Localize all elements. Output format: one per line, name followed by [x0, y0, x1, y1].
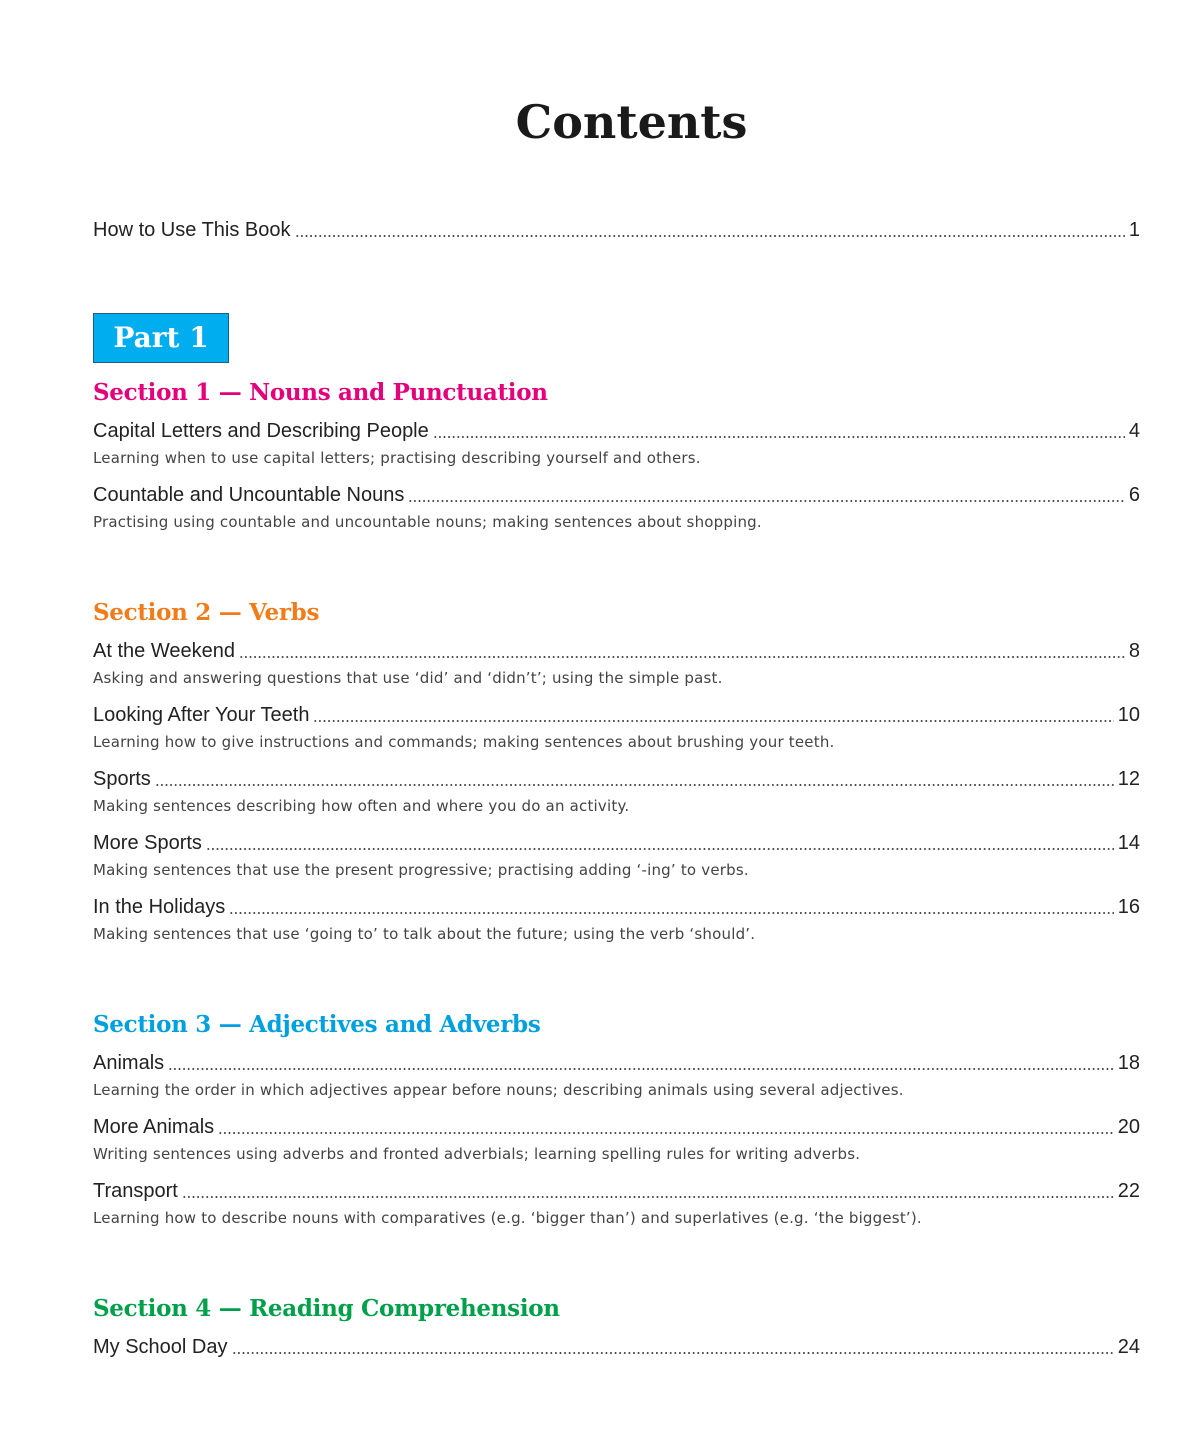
entry-description: Learning how to give instructions and commands; making sentences about brushing your teeth. [93, 733, 835, 751]
entry-page: 4 [1128, 420, 1140, 442]
entry-row [93, 1050, 1140, 1076]
entry-row [93, 830, 1140, 856]
entry-page: 10 [1117, 704, 1140, 726]
entry-page: 20 [1117, 1116, 1140, 1138]
entry-row [93, 1334, 1140, 1360]
toc-entry-how-to-use[interactable] [93, 217, 1140, 243]
entry-title: My School Day [93, 1336, 228, 1358]
dot-leader [239, 656, 1125, 658]
section-entries [93, 418, 1140, 533]
dot-leader [433, 436, 1125, 438]
toc-entry[interactable] [93, 766, 1140, 817]
part-badge: Part 1 [93, 313, 229, 363]
toc-entry[interactable] [93, 418, 1140, 469]
entry-page: 24 [1117, 1336, 1140, 1358]
entry-title: Sports [93, 768, 151, 790]
toc-entry[interactable] [93, 1114, 1140, 1165]
entry-page: 1 [1128, 219, 1140, 241]
toc-entry[interactable] [93, 638, 1140, 689]
entry-page: 16 [1117, 896, 1140, 918]
entry-title: More Animals [93, 1116, 215, 1138]
entry-title: Capital Letters and Describing People [93, 420, 429, 442]
entry-title: At the Weekend [93, 640, 235, 662]
entry-title: Looking After Your Teeth [93, 704, 310, 726]
entry-description: Asking and answering questions that use ‘did’ and ‘didn’t’; using the simple past. [93, 669, 723, 687]
contents-page [0, 95, 1200, 1360]
section-entries [93, 1050, 1140, 1229]
entry-row [93, 702, 1140, 728]
toc-entry[interactable] [93, 894, 1140, 945]
entry-row [93, 638, 1140, 664]
toc-entry[interactable] [93, 702, 1140, 753]
dot-leader [218, 1132, 1114, 1134]
toc-entry[interactable] [93, 1178, 1140, 1229]
entry-row [93, 482, 1140, 508]
toc-entry[interactable] [93, 1050, 1140, 1101]
entry-page: 6 [1128, 484, 1140, 506]
dot-leader [168, 1068, 1114, 1070]
entry-page: 18 [1117, 1052, 1140, 1074]
entry-description: Learning how to describe nouns with comparatives (e.g. ‘bigger than’) and superlatives (e.g. ‘the biggest’). [93, 1209, 922, 1227]
entry-row [93, 894, 1140, 920]
entry-description: Making sentences that use ‘going to’ to talk about the future; using the verb ‘should’. [93, 925, 756, 943]
section-heading: Section 4 — Reading Comprehension [93, 1295, 560, 1322]
section-entries [93, 638, 1140, 945]
dot-leader [295, 235, 1125, 237]
entry-title: Animals [93, 1052, 165, 1074]
dot-leader [206, 848, 1114, 850]
entry-page: 8 [1128, 640, 1140, 662]
section-heading: Section 3 — Adjectives and Adverbs [93, 1011, 541, 1038]
toc-entry[interactable] [93, 830, 1140, 881]
section-entries [93, 1334, 1140, 1360]
toc-entry[interactable] [93, 482, 1140, 533]
entry-row [93, 1178, 1140, 1204]
toc-entry[interactable] [93, 1334, 1140, 1360]
dot-leader [313, 720, 1113, 722]
entry-page: 22 [1117, 1180, 1140, 1202]
entry-description: Making sentences describing how often and where you do an activity. [93, 797, 630, 815]
section-heading: Section 1 — Nouns and Punctuation [93, 379, 548, 406]
dot-leader [408, 500, 1125, 502]
entry-page: 14 [1117, 832, 1140, 854]
entry-row [93, 766, 1140, 792]
entry-description: Writing sentences using adverbs and fronted adverbials; learning spelling rules for writing adverbs. [93, 1145, 861, 1163]
entry-row [93, 418, 1140, 444]
entry-page: 12 [1117, 768, 1140, 790]
sections [93, 378, 1140, 1360]
entry-title: How to Use This Book [93, 219, 291, 241]
entry-title: Countable and Uncountable Nouns [93, 484, 405, 506]
dot-leader [232, 1352, 1114, 1354]
dot-leader [182, 1196, 1114, 1198]
dot-leader [229, 912, 1113, 914]
entry-title: In the Holidays [93, 896, 226, 918]
entry-title: Transport [93, 1180, 178, 1202]
entry-description: Learning when to use capital letters; practising describing yourself and others. [93, 449, 701, 467]
entry-row [93, 1114, 1140, 1140]
entry-title: More Sports [93, 832, 202, 854]
page-title: Contents [515, 95, 748, 149]
dot-leader [155, 784, 1114, 786]
entry-description: Learning the order in which adjectives appear before nouns; describing animals using several adjectives. [93, 1081, 904, 1099]
entry-description: Making sentences that use the present progressive; practising adding ‘-ing’ to verbs. [93, 861, 749, 879]
section-heading: Section 2 — Verbs [93, 599, 320, 626]
entry-description: Practising using countable and uncountable nouns; making sentences about shopping. [93, 513, 762, 531]
